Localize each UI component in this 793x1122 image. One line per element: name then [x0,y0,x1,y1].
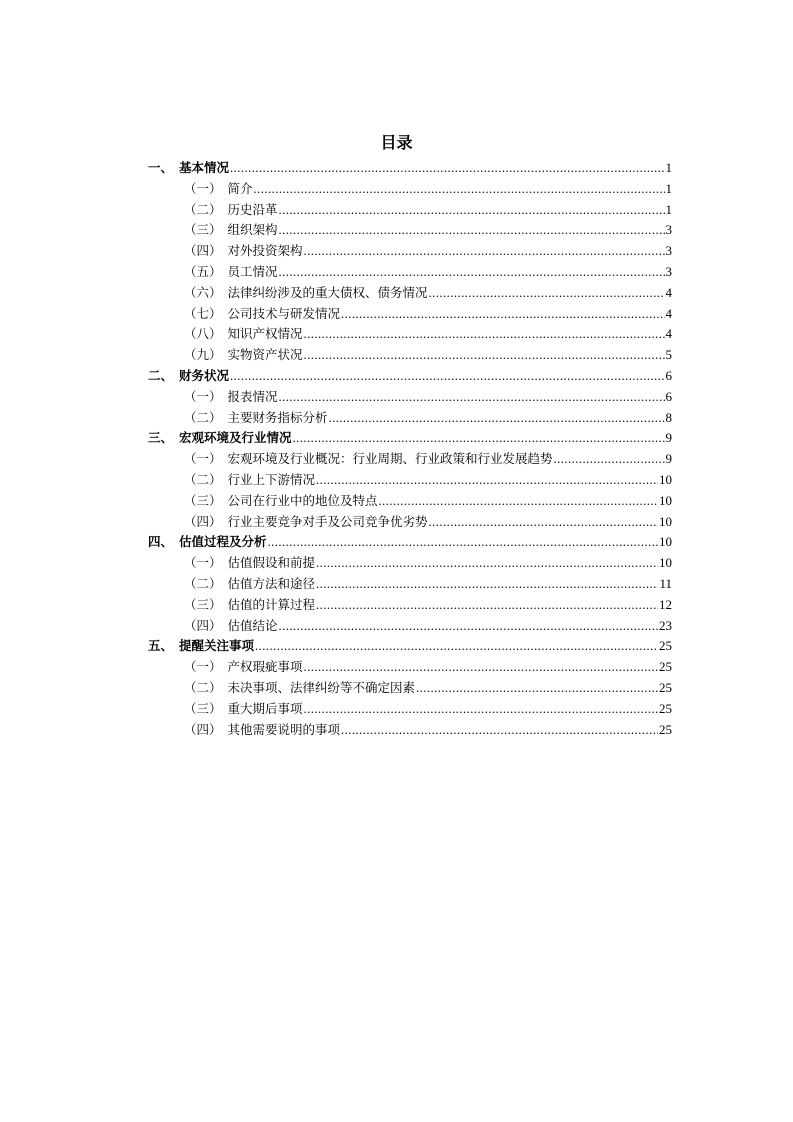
toc-entry-title: 公司技术与研发情况 [227,305,341,321]
toc-page-number: 10 [659,513,672,529]
toc-subsection-entry[interactable] [148,616,672,637]
toc-entry-label [184,200,278,221]
toc-entry-label [148,636,254,657]
dot-leader [316,553,658,574]
toc-subsection-entry[interactable] [148,324,672,345]
toc-entry-label [184,657,303,678]
toc-entry-label [184,699,303,720]
toc-entry-label [184,304,340,325]
toc-entry-number: （二） [184,679,222,695]
toc-subsection-entry[interactable] [148,283,672,304]
dot-leader [255,636,658,657]
toc-entry-number: （二） [184,409,222,425]
toc-page-number: 9 [665,430,672,446]
toc-subsection-entry[interactable] [148,699,672,720]
toc-subsection-entry[interactable] [148,408,672,429]
toc-entry-label [148,366,229,387]
toc-entry-label [184,262,278,283]
toc-subsection-entry[interactable] [148,200,672,221]
toc-entry-number: （一） [184,659,222,675]
toc-page-number: 10 [659,471,672,487]
toc-entry-number: （三） [184,222,222,238]
toc-entry-title: 其他需要说明的事项 [227,721,341,737]
toc-entry-number: （一） [184,555,222,571]
dot-leader [304,657,658,678]
dot-leader [279,616,658,637]
dot-leader [304,699,658,720]
toc-entry-title: 知识产权情况 [227,326,303,342]
toc-subsection-entry[interactable] [148,345,672,366]
toc-page-number: 5 [665,347,672,363]
dot-leader [279,220,665,241]
toc-entry-title: 公司在行业中的地位及特点 [227,492,378,508]
dot-leader [230,158,664,179]
dot-leader [429,283,665,304]
dot-leader [429,512,658,533]
toc-entry-label [184,720,340,741]
toc-entry-number: （四） [184,721,222,737]
toc-entry-label [184,678,415,699]
dot-leader [293,428,665,449]
toc-entry-number: （六） [184,284,222,300]
dot-leader [279,262,665,283]
dot-leader [304,241,665,262]
toc-page-number: 12 [659,596,672,612]
toc-subsection-entry[interactable] [148,678,672,699]
dot-leader [279,387,665,408]
toc-entry-number: （九） [184,347,222,363]
toc-section-entry[interactable] [148,158,672,179]
toc-entry-label [184,408,328,429]
toc-entry-number: （三） [184,492,222,508]
dot-leader [379,491,658,512]
toc-entry-number: 四、 [148,534,174,550]
dot-leader [268,532,658,553]
toc-subsection-entry[interactable] [148,512,672,533]
toc-subsection-entry[interactable] [148,241,672,262]
toc-entry-title: 估值结论 [227,617,278,633]
toc-entry-title: 报表情况 [227,388,278,404]
toc-subsection-entry[interactable] [148,179,672,200]
toc-entry-title: 宏观环境及行业情况 [179,430,292,446]
dot-leader [230,366,664,387]
toc-entry-title: 历史沿革 [227,201,278,217]
toc-subsection-entry[interactable] [148,720,672,741]
dot-leader [341,304,664,325]
toc-section-entry[interactable] [148,366,672,387]
toc-page-number: 11 [659,575,672,591]
toc-subsection-entry[interactable] [148,387,672,408]
toc-entry-title: 提醒关注事项 [179,638,255,654]
toc-entry-title: 简介 [227,180,253,196]
toc-page-number: 3 [665,263,672,279]
toc-entry-title: 财务状况 [179,367,230,383]
toc-entry-title: 组织架构 [227,222,278,238]
dot-leader [316,574,658,595]
toc-entry-number: （八） [184,326,222,342]
dot-leader [254,179,665,200]
toc-entry-number: （三） [184,700,222,716]
toc-subsection-entry[interactable] [148,657,672,678]
toc-subsection-entry[interactable] [148,470,672,491]
toc-entry-label [184,449,553,470]
toc-entry-title: 基本情况 [179,160,230,175]
toc-entry-label [184,491,378,512]
toc-page-number: 4 [665,326,672,342]
toc-subsection-entry[interactable] [148,449,672,470]
toc-entry-title: 员工情况 [227,263,278,279]
toc-entry-label [184,512,428,533]
toc-entry-label [184,553,315,574]
toc-page-number: 3 [665,243,672,259]
toc-subsection-entry[interactable] [148,553,672,574]
dot-leader [316,595,658,616]
toc-entry-title: 主要财务指标分析 [227,409,328,425]
toc-entry-number: （四） [184,513,222,529]
toc-entry-title: 行业主要竞争对手及公司竞争优劣势 [227,513,428,529]
toc-page-number: 4 [665,284,672,300]
toc-page-number: 10 [659,492,672,508]
dot-leader [279,200,665,221]
toc-entry-title: 宏观环境及行业概况：行业周期、行业政策和行业发展趋势 [227,451,553,467]
toc-page-number: 25 [659,659,672,675]
toc-entry-number: （二） [184,471,222,487]
toc-entry-title: 产权瑕疵事项 [227,659,303,675]
toc-entry-title: 估值的计算过程 [227,596,316,612]
toc-entry-label [184,179,253,200]
toc-entry-label [148,158,229,179]
toc-page-number: 25 [659,679,672,695]
table-of-contents [148,158,672,740]
toc-entry-number: 一、 [148,160,174,175]
toc-entry-number: （二） [184,201,222,217]
toc-entry-label [148,428,292,449]
toc-page-number: 9 [665,451,672,467]
toc-subsection-entry[interactable] [148,304,672,325]
toc-entry-label [184,616,278,637]
toc-page-number: 6 [665,388,672,404]
toc-entry-number: 三、 [148,430,174,446]
toc-entry-title: 估值假设和前提 [227,555,316,571]
toc-page-number: 25 [659,638,672,654]
toc-section-entry[interactable] [148,636,672,657]
toc-entry-number: （二） [184,575,222,591]
toc-entry-label [184,345,303,366]
toc-entry-label [184,324,303,345]
dot-leader [341,720,658,741]
toc-section-entry[interactable] [148,428,672,449]
toc-subsection-entry[interactable] [148,491,672,512]
toc-entry-title: 估值方法和途径 [227,575,316,591]
toc-entry-label [184,387,278,408]
toc-page-number: 6 [665,367,672,383]
toc-entry-title: 估值过程及分析 [179,534,267,550]
toc-entry-label [184,220,278,241]
toc-subsection-entry[interactable] [148,595,672,616]
toc-entry-number: 二、 [148,367,174,383]
toc-page-number: 1 [665,160,672,175]
dot-leader [329,408,665,429]
toc-page-number: 3 [665,222,672,238]
toc-section-entry[interactable] [148,532,672,553]
toc-entry-number: （七） [184,305,222,321]
toc-page-number: 1 [665,180,672,196]
toc-entry-title: 重大期后事项 [227,700,303,716]
dot-leader [316,470,658,491]
toc-subsection-entry[interactable] [148,262,672,283]
toc-entry-number: （五） [184,263,222,279]
toc-page-number: 1 [665,201,672,217]
toc-page-number: 23 [659,617,672,633]
page-title: 目录 [380,133,413,152]
toc-entry-label [148,532,267,553]
toc-entry-label [184,283,428,304]
toc-entry-title: 未决事项、法律纠纷等不确定因素 [227,679,416,695]
toc-entry-number: （一） [184,388,222,404]
toc-page-number: 25 [659,721,672,737]
toc-entry-number: （四） [184,243,222,259]
toc-entry-number: （三） [184,596,222,612]
dot-leader [304,345,665,366]
toc-entry-number: （四） [184,617,222,633]
dot-leader [416,678,658,699]
toc-subsection-entry[interactable] [148,574,672,595]
toc-entry-label [184,574,315,595]
toc-entry-title: 法律纠纷涉及的重大债权、债务情况 [227,284,428,300]
toc-entry-label [184,470,315,491]
toc-page-number: 25 [659,700,672,716]
toc-entry-title: 行业上下游情况 [227,471,316,487]
toc-page-number: 4 [665,305,672,321]
toc-page-number: 10 [659,534,672,550]
toc-entry-label [184,241,303,262]
dot-leader [554,449,665,470]
toc-entry-number: 五、 [148,638,174,654]
toc-entry-title: 实物资产状况 [227,347,303,363]
toc-entry-number: （一） [184,451,222,467]
toc-page-number: 8 [665,409,672,425]
toc-page-number: 10 [659,555,672,571]
toc-subsection-entry[interactable] [148,220,672,241]
toc-entry-title: 对外投资架构 [227,243,303,259]
toc-entry-number: （一） [184,180,222,196]
toc-entry-label [184,595,315,616]
dot-leader [304,324,665,345]
